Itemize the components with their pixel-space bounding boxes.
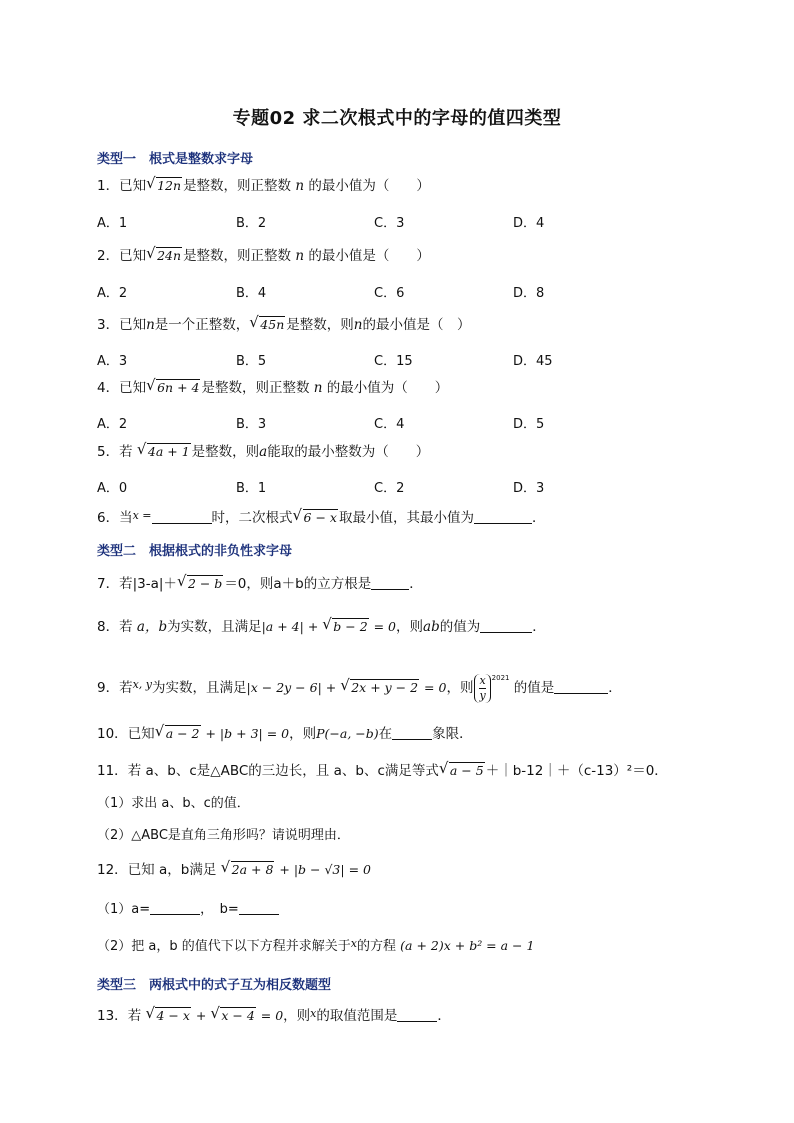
- page-title: 专题02 求二次根式中的字母的值四类型: [232, 108, 562, 129]
- question-10: 10．已知√ a − 2 + |b + 3| = 0，则P(−a, −b)在 象限．: [97, 724, 473, 744]
- answer-blank[interactable]: [397, 1007, 437, 1022]
- answer-blank[interactable]: [392, 725, 432, 740]
- option-c[interactable]: C．4: [374, 417, 405, 432]
- option-b[interactable]: B．2: [236, 216, 267, 231]
- question-7: 7．若|3-a|＋√ 2 − b ＝0，则a＋b的立方根是 ．: [97, 574, 423, 594]
- question-1: 1．已知√ 12n 是整数，则正整数 n 的最小值为（ ）: [97, 176, 430, 196]
- option-b[interactable]: B．1: [236, 481, 267, 496]
- radical: √ 12n: [147, 176, 182, 196]
- radical: √ a − 5: [440, 761, 485, 781]
- section-heading-2: 类型二 根据根式的非负性求字母: [97, 544, 293, 559]
- question-12-part-2: （2）把 a，b 的值代下以下方程并求解关于$^x$的方程 (a + 2)x + b² = a − 1: [97, 937, 535, 954]
- option-a[interactable]: A．2: [97, 417, 128, 432]
- answer-blank[interactable]: [152, 509, 212, 524]
- answer-blank[interactable]: [474, 509, 532, 524]
- question-11-part-1: （1）求出 a、b、c的值．: [97, 796, 250, 811]
- question-11: 11．若 a、b、c是△ABC的三边长，且 a、b、c满足等式√ a − 5 ＋｜b-12｜＋（c-13）²＝0．: [97, 761, 668, 781]
- section-heading-1: 类型一 根式是整数求字母: [97, 152, 254, 167]
- radical: √ a − 2: [156, 724, 201, 744]
- fraction: $\frac{x}{y}$: [474, 674, 490, 703]
- option-d[interactable]: D．3: [513, 481, 545, 496]
- option-c[interactable]: C．3: [374, 216, 405, 231]
- question-6: 6．当$^x$ = 时，二次根式√ 6 − x 取最小值，其最小值为 ．: [97, 506, 545, 528]
- option-c[interactable]: C．15: [374, 354, 413, 369]
- radical: √ 6n + 4: [147, 378, 200, 398]
- radical: √ 24n: [147, 246, 182, 266]
- question-12-part-1: （1）a= ， b=: [97, 900, 279, 920]
- question-8: 8．若 a，b为实数，且满足|a + 4| + √ b − 2 = 0，则ab的值为 ．: [97, 617, 546, 637]
- option-c[interactable]: C．6: [374, 286, 405, 301]
- radical: √ x − 4: [211, 1006, 255, 1026]
- option-d[interactable]: D．8: [513, 286, 545, 301]
- radical: √ 45n: [250, 315, 285, 335]
- option-a[interactable]: A．2: [97, 286, 128, 301]
- question-2: 2．已知√ 24n 是整数，则正整数 n 的最小值是（ ）: [97, 246, 430, 266]
- question-12: 12．已知 a，b满足 √ 2a + 8 + |b − √3| = 0: [97, 860, 371, 880]
- option-b[interactable]: B．4: [236, 286, 267, 301]
- option-d[interactable]: D．45: [513, 354, 553, 369]
- option-b[interactable]: B．5: [236, 354, 267, 369]
- answer-blank[interactable]: [554, 679, 608, 694]
- radical: √ b − 2: [323, 617, 368, 637]
- option-d[interactable]: D．4: [513, 216, 545, 231]
- section-heading-3: 类型三 两根式中的式子互为相反数题型: [97, 978, 332, 993]
- option-a[interactable]: A．1: [97, 216, 128, 231]
- question-13: 13．若 √ 4 − x + √ x − 4 = 0，则$^x$的取值范围是 ．: [97, 1004, 451, 1026]
- answer-blank[interactable]: [480, 618, 532, 633]
- question-4: 4．已知√ 6n + 4 是整数，则正整数 n 的最小值为（ ）: [97, 378, 448, 398]
- option-a[interactable]: A．0: [97, 481, 128, 496]
- question-3: 3．已知n是一个正整数，√ 45n 是整数，则n的最小值是（ ）: [97, 315, 470, 335]
- radical: √ 4 − x: [146, 1006, 190, 1026]
- radical: √ 2 − b: [178, 574, 223, 594]
- option-d[interactable]: D．5: [513, 417, 545, 432]
- radical: √ 2a + 8: [222, 860, 275, 880]
- question-5: 5．若 √ 4a + 1 是整数，则a能取的最小整数为（ ）: [97, 442, 429, 462]
- option-b[interactable]: B．3: [236, 417, 267, 432]
- option-c[interactable]: C．2: [374, 481, 405, 496]
- answer-blank-a[interactable]: [150, 900, 200, 915]
- question-11-part-2: （2）△ABC是直角三角形吗？请说明理由．: [97, 828, 350, 843]
- question-number: 1．: [97, 178, 120, 194]
- option-a[interactable]: A．3: [97, 354, 128, 369]
- question-9: 9．若$^{x, y}$为实数，且满足|x − 2y − 6| + √ 2x + y − 2 = 0，则 $\frac{x}{y}$ $^{2021}$ 的值是 ．: [97, 668, 622, 703]
- answer-blank[interactable]: [371, 575, 409, 590]
- radical: √ 6 − x: [294, 508, 338, 528]
- answer-blank-b[interactable]: [239, 900, 279, 915]
- radical: √ 2x + y − 2: [341, 678, 419, 698]
- radical: √ 4a + 1: [138, 442, 191, 462]
